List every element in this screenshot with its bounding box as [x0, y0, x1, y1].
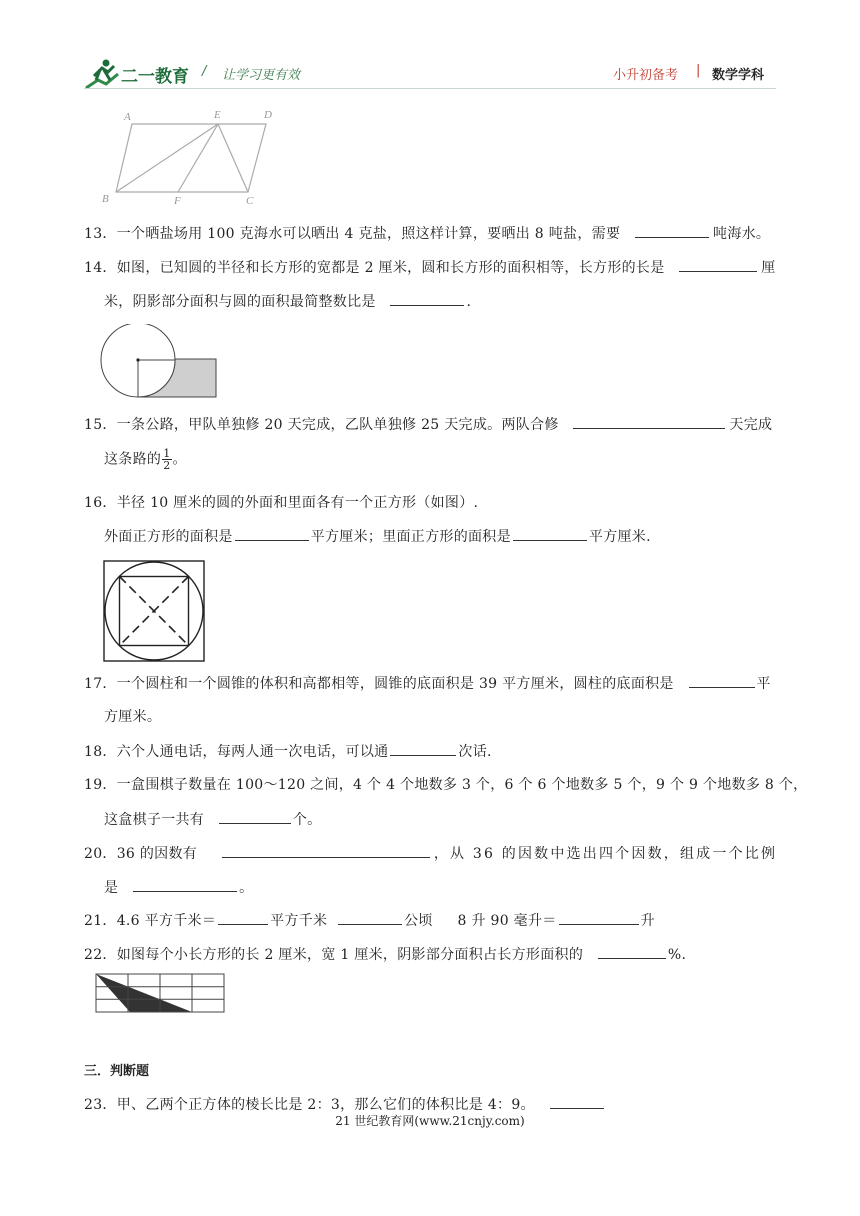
fraction-one-half: $\frac{1}{2}$ [163, 447, 171, 472]
question-23: 23．甲、乙两个正方体的棱长比是 2：3，那么它们的体积比是 4：9。 [84, 1094, 604, 1115]
question-19-line1: 19．一盒围棋子数量在 100～120 之间，4 个 4 个地数多 3 个，6 个 6 个地数多 5 个，9 个 9 个地数多 8 个， [84, 777, 808, 793]
answer-blank[interactable] [338, 910, 402, 925]
header-rule [84, 88, 776, 89]
footer: 21 世纪教育网(www.21cnjy.com) [335, 1114, 525, 1128]
answer-blank[interactable] [390, 291, 464, 306]
section-title-judgment: 三．判断题 [84, 1064, 150, 1079]
answer-blank[interactable] [219, 809, 291, 824]
question-17-line2: 方厘米。 [104, 709, 162, 725]
header-category: 小升初备考 [613, 68, 679, 83]
answer-blank[interactable] [222, 843, 430, 858]
question-18: 18．六个人通电话，每两人通一次电话，可以通 次话. [84, 741, 492, 762]
brand-name: 二一教育 [121, 67, 189, 87]
label-f: F [174, 195, 181, 204]
question-13: 13．一个晒盐场用 100 克海水可以晒出 4 克盐，照这样计算，要晒出 8 吨盐，需要 吨海水。 [84, 223, 770, 244]
question-21: 21．4.6 平方千米＝ 平方千米 公顷 8 升 90 毫升＝ 升 [84, 910, 655, 931]
question-14-line1: 14．如图，已知圆的半径和长方形的宽都是 2 厘米，圆和长方形的面积相等，长方形的长是 厘 [84, 257, 776, 278]
question-15-line2: 这条路的 $\frac{1}{2}$ 。 [104, 447, 187, 472]
answer-blank[interactable] [235, 526, 309, 541]
header-slogan: 让学习更有效 [222, 68, 301, 83]
header-slash: / [202, 64, 207, 79]
header-divider: | [696, 63, 701, 78]
answer-blank[interactable] [133, 877, 237, 892]
question-16-line2: 外面正方形的面积是 平方厘米；里面正方形的面积是 平方厘米. [104, 526, 651, 547]
answer-blank[interactable] [550, 1094, 604, 1109]
question-17-line1: 17．一个圆柱和一个圆锥的体积和高都相等，圆锥的底面积是 39 平方厘米，圆柱的底面积是 平 [84, 673, 771, 694]
label-d: D [264, 109, 272, 121]
grid-triangle-figure [94, 972, 228, 1014]
parallelogram-figure [98, 104, 288, 204]
answer-blank[interactable] [598, 944, 666, 959]
answer-blank[interactable] [689, 673, 755, 688]
circle-rectangle-figure [98, 324, 220, 400]
question-16-line1: 16．半径 10 厘米的圆的外面和里面各有一个正方形（如图）. [84, 495, 479, 511]
question-22: 22．如图每个小长方形的长 2 厘米，宽 1 厘米，阴影部分面积占长方形面积的 %. [84, 944, 686, 965]
label-a: A [124, 111, 131, 123]
answer-blank[interactable] [635, 223, 709, 238]
answer-blank[interactable] [559, 910, 639, 925]
header [0, 0, 860, 92]
answer-blank[interactable] [390, 741, 456, 756]
label-b: B [102, 193, 109, 204]
label-e: E [214, 109, 221, 121]
answer-blank[interactable] [218, 910, 268, 925]
question-14-line2: 米，阴影部分面积与圆的面积最简整数比是 . [104, 291, 471, 312]
question-15-line1: 15．一条公路，甲队单独修 20 天完成，乙队单独修 25 天完成。两队合修 天完成 [84, 414, 772, 435]
logo-icon [84, 58, 120, 90]
question-20-line2: 是 。 [104, 877, 253, 898]
question-19-line2: 这盒棋子一共有 个。 [104, 809, 321, 830]
label-c: C [246, 195, 254, 204]
circle-squares-figure [103, 560, 205, 662]
answer-blank[interactable] [513, 526, 587, 541]
header-subject: 数学学科 [712, 68, 765, 83]
answer-blank[interactable] [573, 414, 725, 429]
answer-blank[interactable] [679, 257, 757, 272]
question-20-line1: 20．36 的因数有 ，从 36 的因数中选出四个因数，组成一个比例 [84, 843, 777, 864]
